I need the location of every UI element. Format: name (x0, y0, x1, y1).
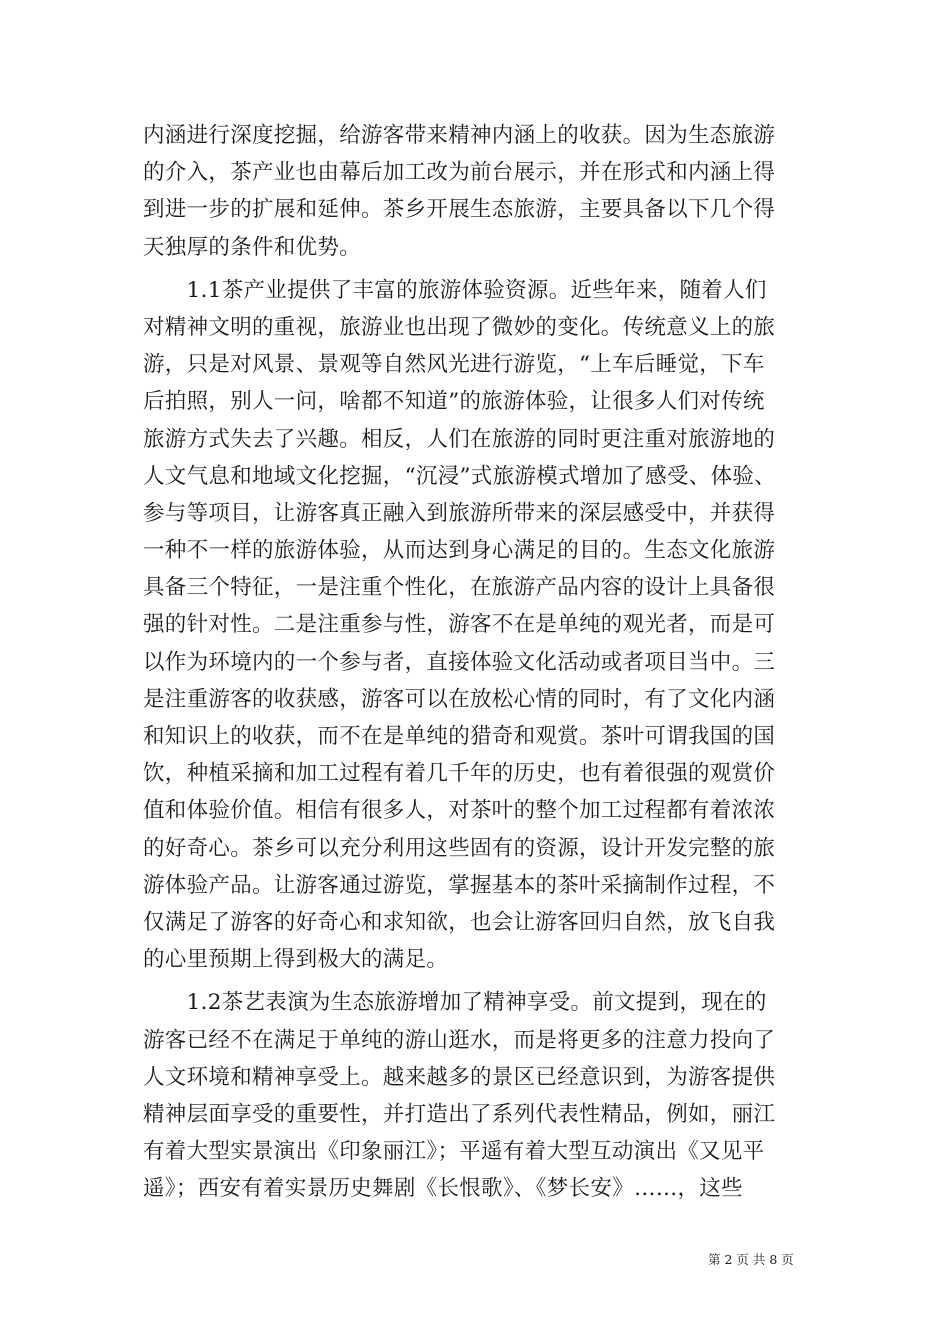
text-line: 精神层面享受的重要性，并打造出了系列代表性精品，例如，丽江 (143, 1101, 776, 1127)
text-line: 旅游方式失去了兴趣。相反，人们在旅游的同时更注重对旅游地的 (143, 426, 776, 452)
paragraph (143, 117, 811, 266)
paragraph (143, 984, 811, 1207)
text-line: 一种不一样的旅游体验，从而达到身心满足的目的。生态文化旅游 (143, 538, 776, 564)
paragraph (143, 272, 811, 979)
text-line: 人文环境和精神享受上。越来越多的景区已经意识到，为游客提供 (143, 1064, 776, 1090)
text-line: 以作为环境内的一个参与者，直接体验文化活动或者项目当中。三 (143, 649, 776, 675)
text-line: 游客已经不在满足于单纯的游山逛水，而是将更多的注意力投向了 (143, 1027, 776, 1053)
text-line: 具备三个特征，一是注重个性化，在旅游产品内容的设计上具备很 (143, 575, 776, 601)
text-line: 饮，种植采摘和加工过程有着几千年的历史，也有着很强的观赏价 (143, 761, 776, 787)
text-line: 仅满足了游客的好奇心和求知欲，也会让游客回归自然，放飞自我 (143, 909, 776, 935)
text-line: 的介入，茶产业也由幕后加工改为前台展示，并在形式和内涵上得 (143, 160, 776, 186)
text-line: 对精神文明的重视，旅游业也出现了微妙的变化。传统意义上的旅 (143, 314, 776, 340)
text-line: 后拍照，别人一问，啥都不知道”的旅游体验，让很多人们对传统 (143, 389, 765, 415)
text-line: 强的针对性。二是注重参与性，游客不在是单纯的观光者，而是可 (143, 612, 776, 638)
text-line: 遥》；西安有着实景历史舞剧《长恨歌》、《梦长安》……，这些 (143, 1176, 743, 1202)
text-line: 1.1茶产业提供了丰富的旅游体验资源。近些年来，随着人们 (143, 277, 767, 303)
text-line: 的好奇心。茶乡可以充分利用这些固有的资源，设计开发完整的旅 (143, 835, 776, 861)
text-line: 是注重游客的收获感，游客可以在放松心情的同时，有了文化内涵 (143, 686, 776, 712)
text-line: 的心里预期上得到极大的满足。 (143, 947, 449, 973)
text-line: 值和体验价值。相信有很多人，对茶叶的整个加工过程都有着浓浓 (143, 798, 776, 824)
text-line: 人文气息和地域文化挖掘，“沉浸”式旅游模式增加了感受、体验、 (143, 463, 776, 489)
text-line: 天独厚的条件和优势。 (143, 234, 362, 260)
text-line: 游，只是对风景、景观等自然风光进行游览，“上车后睡觉，下车 (143, 352, 765, 378)
text-line: 游体验产品。让游客通过游览，掌握基本的茶叶采摘制作过程，不 (143, 872, 776, 898)
page-number-footer: 第 2 页 共 8 页 (708, 1252, 794, 1267)
text-line: 参与等项目，让游客真正融入到旅游所带来的深层感受中，并获得 (143, 500, 776, 526)
text-line: 1.2茶艺表演为生态旅游增加了精神享受。前文提到，现在的 (143, 990, 767, 1016)
text-line: 到进一步的扩展和延伸。茶乡开展生态旅游，主要具备以下几个得 (143, 197, 776, 223)
body-text (143, 117, 811, 1207)
text-line: 有着大型实景演出《印象丽江》；平遥有着大型互动演出《又见平 (143, 1139, 765, 1165)
text-line: 内涵进行深度挖掘，给游客带来精神内涵上的收获。因为生态旅游 (143, 123, 776, 148)
text-line: 和知识上的收获，而不在是单纯的猎奇和观赏。茶叶可谓我国的国 (143, 724, 776, 749)
